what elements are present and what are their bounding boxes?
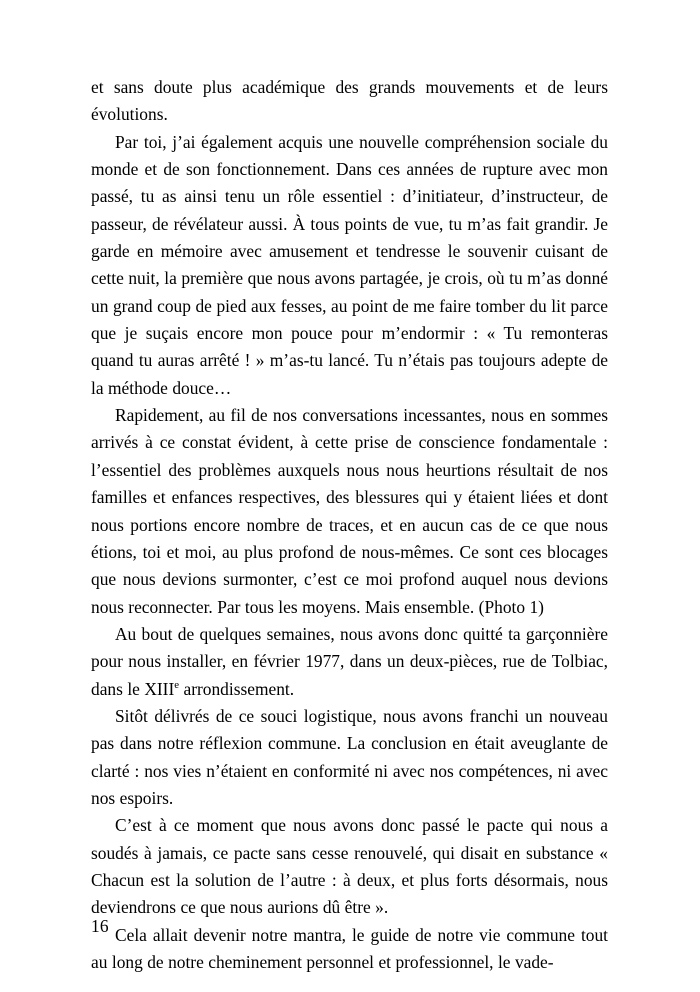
paragraph-cela-allait: Cela allait devenir notre mantra, le guide de notre vie commune tout au long de notre cheminement personnel et professionnel, le vade- xyxy=(91,924,608,972)
ordinal-suffix-superscript: e xyxy=(174,678,180,691)
paragraph-par-toi: Par toi, j’ai également acquis une nouvelle compréhension sociale du monde et de son fonctionnement. Dans ces années de rupture avec mon passé, tu as ainsi tenu un rôle essentiel : d’initiateur, d’instructeur, de passeur, de révélateur aussi. À tous points de vue, tu m’as fait grandir. Je garde en mémoire avec amusement et tendresse le souvenir cuisant de cette nuit, la première que nous avons partagée, je crois, où tu m’as donné un grand coup de pied aux fesses, au point de me faire tomber du lit parce que je suçais encore mon pouce pour m’endormir : « Tu remonteras quand tu auras arrêté ! » m’as-tu lancé. Tu n’étais pas toujours adepte de la méthode douce… xyxy=(91,131,608,398)
paragraph-au-bout xyxy=(91,621,608,703)
page-text-body xyxy=(91,74,608,976)
paragraph-rapidement: Rapidement, au fil de nos conversations incessantes, nous en sommes arrivés à ce constat évident, à cette prise de conscience fondamentale : l’essentiel des problèmes auxquels nous nous heurtions résultait de nos familles et enfances respectives, des blessures qui y étaient liées et dont nous portions encore nombre de traces, et en aucun cas de ce que nous étions, toi et moi, au plus profond de nous-mêmes. Ce sont ces blocages que nous devions surmonter, c’est ce moi profond auquel nous devions nous reconnecter. Par tous les moyens. Mais ensemble. (Photo 1) xyxy=(91,405,608,617)
paragraph-au-bout-text-before-ordinal: Au bout de quelques semaines, nous avons donc quitté ta garçonnière pour nous installer, en février 1977, dans un deux-pièces, rue de Tolbiac, dans le XIII xyxy=(91,623,608,699)
paragraph-au-bout-text-after-ordinal: arrondissement. xyxy=(179,678,295,699)
paragraph-sitot: Sitôt délivrés de ce souci logistique, nous avons franchi un nouveau pas dans notre réflexion commune. La conclusion en était aveuglante de clarté : nos vies n’étaient en conformité ni avec nos compétences, ni avec nos espoirs. xyxy=(91,705,608,808)
page-number: 16 xyxy=(91,916,109,936)
paragraph-cest-a-ce-moment: C’est à ce moment que nous avons donc passé le pacte qui nous a soudés à jamais, ce pacte sans cesse renouvelé, qui disait en substance « Chacun est la solution de l’autre : à deux, et plus forts désormais, nous deviendrons ce que nous aurions dû être ». xyxy=(91,815,608,918)
paragraph-continuation: et sans doute plus académique des grands mouvements et de leurs évolutions. xyxy=(91,77,608,125)
